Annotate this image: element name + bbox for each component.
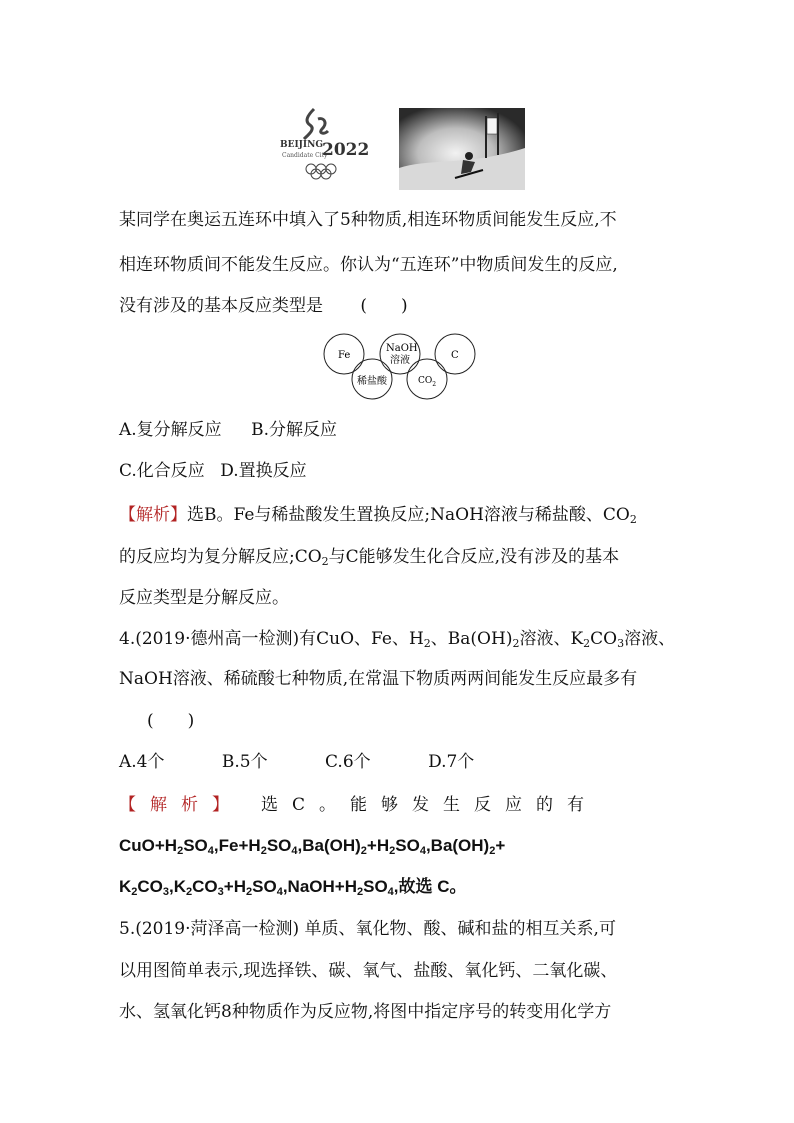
formula-subscript: 2 bbox=[246, 886, 253, 898]
answer-paren: ( ) bbox=[360, 296, 408, 316]
analysis-tag: 【解析】 bbox=[119, 795, 243, 815]
q5-line3: 水、氢氧化钙8种物质作为反应物,将图中指定序号的转变用化学方 bbox=[119, 1002, 612, 1022]
q3-analysis-line1: 【解析】选B。Fe与稀盐酸发生置换反应;NaOH溶液与稀盐酸、$CO_2$ bbox=[119, 505, 637, 526]
formula-subscript: 2 bbox=[389, 845, 396, 857]
q3-options-cd bbox=[119, 460, 307, 482]
formula-text: SO bbox=[395, 836, 420, 855]
formula-subscript: 2 bbox=[131, 886, 138, 898]
q4-line2: NaOH溶液、稀硫酸七种物质,在常温下物质两两间能发生反应最多有 bbox=[119, 669, 638, 689]
formula-text: ,NaOH+H bbox=[282, 877, 357, 896]
formula-subscript: 2 bbox=[356, 886, 364, 898]
formula-text: ,K bbox=[169, 877, 187, 896]
formula-subscript: 2 bbox=[489, 845, 496, 857]
formula-subscript: 2 bbox=[177, 845, 184, 857]
ring-hcl-label: 稀盐酸 bbox=[357, 376, 387, 387]
q5-line2: 以用图简单表示,现选择铁、碳、氧气、盐酸、氧化钙、二氧化碳、 bbox=[119, 961, 618, 981]
formula-text: ,故选 C。 bbox=[393, 877, 467, 896]
q3-stem-end: 没有涉及的基本反应类型是 bbox=[119, 296, 323, 316]
formula-subscript: 4 bbox=[276, 886, 283, 898]
skier-photo bbox=[399, 108, 525, 190]
beijing-2022-logo bbox=[278, 105, 370, 185]
formula-text: +H bbox=[223, 877, 246, 896]
formula-text: +H bbox=[366, 836, 390, 855]
ring-co2-label: $CO_2$ bbox=[418, 376, 437, 388]
option-a[interactable]: A.复分解反应 bbox=[119, 420, 222, 440]
q3-analysis-line3: 反应类型是分解反应。 bbox=[119, 588, 289, 608]
option-d[interactable]: D.7个 bbox=[428, 752, 475, 772]
formula-text: SO bbox=[183, 836, 208, 855]
formula-subscript: 3 bbox=[162, 886, 170, 898]
formula-text: ,Ba(OH) bbox=[297, 836, 361, 855]
formula-subscript: 4 bbox=[387, 886, 394, 898]
formula-text: ,Fe+H bbox=[213, 836, 261, 855]
analysis-text: 选B。Fe与稀盐酸发生置换反应;NaOH溶液与稀盐酸、CO bbox=[187, 505, 630, 525]
formula-subscript: 4 bbox=[207, 845, 214, 857]
formula-text: CuO+H bbox=[119, 836, 178, 855]
q3-options-ab bbox=[119, 419, 337, 441]
analysis-text: 选C。能够发生反应的有 bbox=[261, 795, 599, 815]
logo-title: BEIJING bbox=[280, 140, 324, 150]
q4-options bbox=[119, 751, 474, 773]
option-b[interactable]: B.分解反应 bbox=[251, 420, 337, 440]
answer-paren: ( ) bbox=[147, 711, 195, 731]
ring-fe-label: Fe bbox=[338, 350, 351, 361]
formula-text: SO bbox=[252, 877, 277, 896]
formula-text: SO bbox=[266, 836, 292, 855]
logo-year: 2022 bbox=[322, 140, 370, 160]
formula-text: K bbox=[119, 877, 132, 896]
analysis-tag: 【解析】 bbox=[119, 505, 187, 525]
option-d[interactable]: D.置换反应 bbox=[220, 461, 307, 481]
formula-text: CO bbox=[137, 877, 163, 896]
ring-naoh-label-2: 溶液 bbox=[390, 355, 410, 366]
formula-subscript: 4 bbox=[291, 845, 298, 857]
formula-text: + bbox=[495, 836, 506, 855]
five-rings-diagram bbox=[322, 330, 478, 400]
option-a[interactable]: A.4个 bbox=[119, 752, 165, 772]
q3-analysis-line2: 的反应均为复分解反应$;CO_2$与C能够发生化合反应,没有涉及的基本 bbox=[119, 547, 620, 568]
q4-analysis-line1 bbox=[119, 794, 598, 816]
q3-line2: 相连环物质间不能发生反应。你认为“五连环”中物质间发生的反应, bbox=[119, 255, 618, 275]
q3-line3 bbox=[119, 295, 408, 317]
formula-text: CO bbox=[192, 877, 218, 896]
formula-text: SO bbox=[363, 877, 388, 896]
formula-subscript: 4 bbox=[419, 845, 426, 857]
ring-c-label: C bbox=[451, 350, 459, 361]
q3-line1: 某同学在奥运五连环中填入了5种物质,相连环物质间能发生反应,不 bbox=[119, 210, 617, 230]
option-c[interactable]: C.化合反应 bbox=[119, 461, 205, 481]
formula-subscript: 3 bbox=[217, 886, 224, 898]
logo-city: Candidate City bbox=[282, 152, 328, 159]
formula-subscript: 2 bbox=[260, 845, 267, 857]
q4-analysis-line3 bbox=[119, 876, 467, 898]
q5-line1: 5.(2019·菏泽高一检测) 单质、氧化物、酸、碱和盐的相互关系,可 bbox=[119, 919, 616, 939]
formula-subscript: 2 bbox=[360, 845, 367, 857]
q4-analysis-line2 bbox=[119, 835, 505, 857]
formula-subscript: 2 bbox=[186, 886, 193, 898]
option-b[interactable]: B.5个 bbox=[221, 752, 268, 772]
q4-line1: 4.(2019·德州高一检测)有CuO、Fe、$H_2$、$Ba(OH)_2$溶液、$K_2CO_3$溶液、 bbox=[119, 629, 676, 650]
ring-naoh-label-1: NaOH bbox=[386, 343, 418, 354]
formula-text: ,Ba(OH) bbox=[425, 836, 490, 855]
ring-naoh bbox=[380, 334, 420, 374]
option-c[interactable]: C.6个 bbox=[325, 752, 371, 772]
